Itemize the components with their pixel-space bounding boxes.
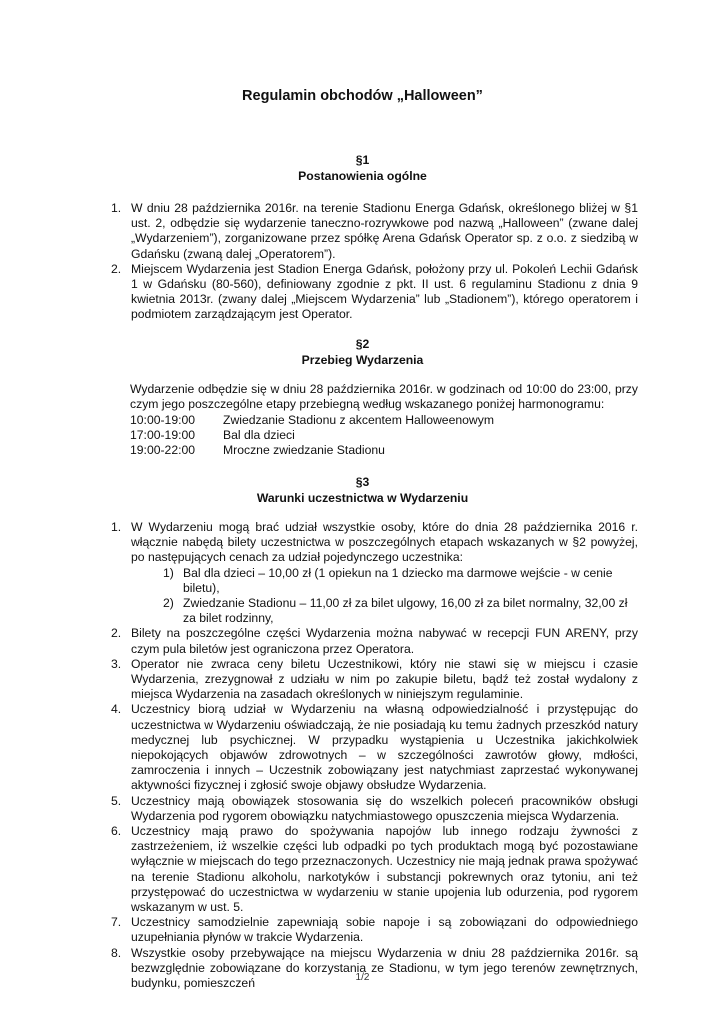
schedule-row [130, 428, 638, 443]
section-title: Warunki uczestnictwa w Wydarzeniu [256, 491, 469, 505]
list-item: 8. Wszystkie osoby przebywające na miejscu Wydarzenia w dniu 28 października 2016r. są bezwzględnie zobowiązane do korzystania ze Stadionu, w tym jego terenów zewnętrznych, budynku, pomieszczeń [111, 945, 638, 991]
section-2-heading [0, 336, 725, 368]
section-title: Postanowienia ogólne [298, 169, 427, 183]
schedule [130, 413, 638, 459]
list-item: 2. Miejscem Wydarzenia jest Stadion Energa Gdańsk, położony przy ul. Pokoleń Lechii Gdańsk 1 w Gdańsku (80-560), definiowany zgodnie z pkt. II ust. 6 regulaminu Stadionu z dnia 9 kwietnia 2013r. (zwany dalej „Miejscem Wydarzenia” lub „Stadionem”), którego operatorem i podmiotem zarządzającym jest Operator. [111, 261, 638, 322]
section-3-heading [0, 474, 725, 506]
schedule-label: Bal dla dzieci [223, 428, 295, 443]
list-item: 4. Uczestnicy biorą udział w Wydarzeniu na własną odpowiedzialność i przystępując do uczestnictwa w Wydarzeniu oświadczają, że nie posiadają ku temu żadnych przeszkód natury medycznej lub psychicznej. W przypadku wystąpienia u Uczestnika jakichkolwiek niepokojących objawów zdrowotnych – w szczególności zawrotów głowy, mdłości, zamroczenia i innych – Uczestnik zobowiązany jest natychmiast zaprzestać wykonywanej aktywności fizycznej i zgłosić swoje objawy obsłudze Wydarzenia. [111, 702, 638, 793]
schedule-time: 17:00-19:00 [130, 428, 196, 443]
schedule-row [130, 443, 638, 458]
list-item: 1. W Wydarzeniu mogą brać udział wszystkie osoby, które do dnia 28 października 2016 r. włącznie nabędą bilety uczestnictwa w poszczególnych etapach wskazanych w §2 powyżej, po następujących cenach za udział pojedynczego uczestnika: 1) Bal dla dzieci – 10,00 zł (1 opiekun na 1 dziecko ma darmowe wejście - w cenie biletu), 2) Zwiedzanie Stadionu – 11,00 zł za bilet ulgowy, 16,00 zł za bilet normalny, 32,00 zł za bilet rodzinny, [111, 520, 638, 626]
section-2-paragraph: Wydarzenie odbędzie się w dniu 28 października 2016r. w godzinach od 10:00 do 23:00, przy czym jego poszczególne etapy przebiegną według wskazanego poniżej harmonogramu: [130, 382, 638, 412]
list-item: 2. Bilety na poszczególne części Wydarzenia można nabywać w recepcji FUN ARENY, przy czym pula biletów jest ograniczona przez Operatora. [111, 626, 638, 656]
section-1-heading [0, 152, 725, 184]
section-title: Przebieg Wydarzenia [301, 353, 424, 367]
section-number: §3 [355, 475, 370, 489]
list-item: 7. Uczestnicy samodzielnie zapewniają sobie napoje i są zobowiązani do odpowiedniego uzupełniania płynów w trakcie Wydarzenia. [111, 915, 638, 945]
price-list [131, 566, 638, 627]
schedule-label: Zwiedzanie Stadionu z akcentem Halloweenowym [223, 413, 494, 427]
section-number: §2 [355, 337, 370, 351]
page-number: 1/2 [355, 972, 370, 983]
section-number: §1 [355, 153, 370, 167]
list-item: 1. W dniu 28 października 2016r. na terenie Stadionu Energa Gdańsk, określonego bliżej w §1 ust. 2, odbędzie się wydarzenie taneczno-rozrywkowe pod nazwą „Halloween” (zwane dalej „Wydarzeniem”), zorganizowane przez spółkę Arena Gdańsk Operator sp. z o.o. z siedzibą w Gdańsku (zwaną dalej „Operatorem”). [111, 201, 638, 261]
document-title: Regulamin obchodów „Halloween” [242, 88, 483, 104]
schedule-label: Mroczne zwiedzanie Stadionu [223, 443, 385, 458]
price-item: 1) Bal dla dzieci – 10,00 zł (1 opiekun na 1 dziecko ma darmowe wejście - w cenie biletu), [163, 565, 613, 595]
schedule-time: 19:00-22:00 [130, 443, 196, 458]
price-item: 2) Zwiedzanie Stadionu – 11,00 zł za bilet ulgowy, 16,00 zł za bilet normalny, 32,00 zł za bilet rodzinny, [163, 596, 628, 626]
schedule-row [130, 413, 638, 428]
section-3-list [111, 520, 638, 991]
list-item: 3. Operator nie zwraca ceny biletu Uczestnikowi, który nie stawi się w miejscu i czasie Wydarzenia, zrezygnował z udziału w nim po zakupie biletu, bądź też został wydalony z miejsca Wydarzenia na zasadach określonych w niniejszym regulaminie. [111, 656, 638, 702]
list-item: 6. Uczestnicy mają prawo do spożywania napojów lub innego rodzaju żywności z zastrzeżeniem, iż wszelkie części lub odpadki po tych produktach mogą być pozostawiane wyłącznie w miejscach do tego przeznaczonych. Uczestnicy nie mają jednak prawa spożywać na terenie Stadionu alkoholu, narkotyków i substancji pokrewnych oraz tytoniu, ani też przystępować do uczestnictwa w wydarzeniu w stanie upojenia lub odurzenia, pod rygorem wskazanym w ust. 5. [111, 824, 638, 915]
schedule-time: 10:00-19:00 [130, 413, 196, 427]
list-item: 5. Uczestnicy mają obowiązek stosowania się do wszelkich poleceń pracowników obsługi Wydarzenia pod rygorem obowiązku natychmiastowego opuszczenia miejsca Wydarzenia. [111, 793, 638, 823]
section-1-list [111, 201, 638, 323]
